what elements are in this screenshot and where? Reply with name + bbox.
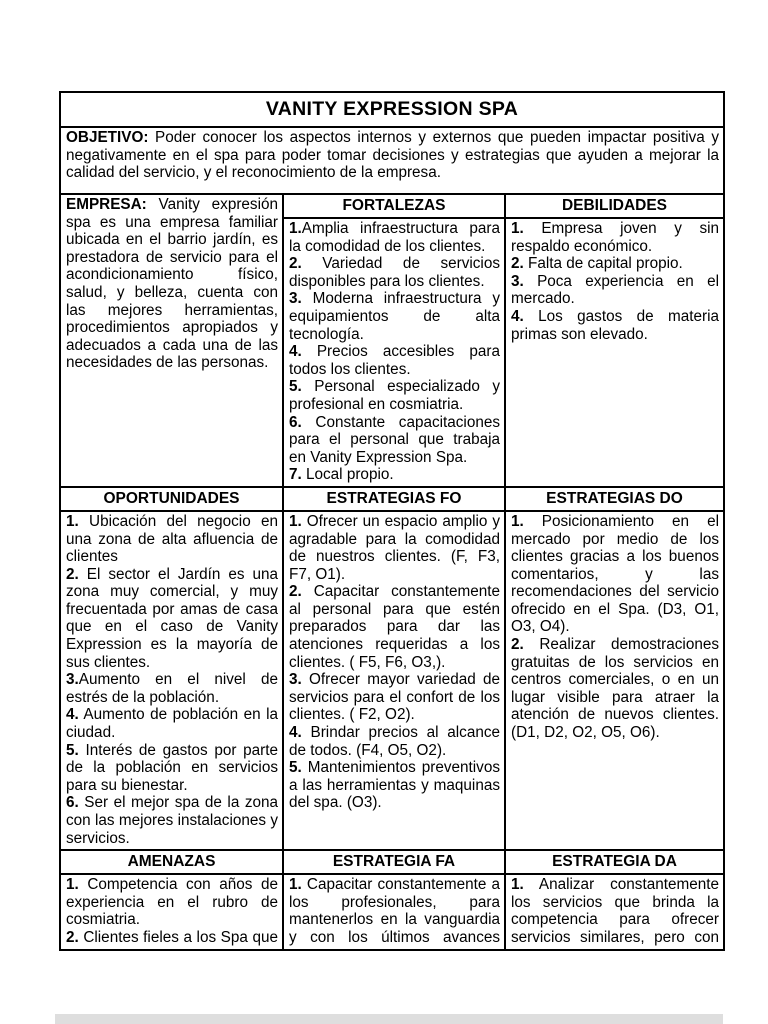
numbered-item: 1. Analizar constantemente los servicios que brinda la competencia para ofrecer servicios similares, pero con bbox=[511, 876, 719, 946]
fortalezas-cell bbox=[283, 218, 505, 487]
numbered-item: 3. Moderna infraestructura y equipamientos de alta tecnología. bbox=[289, 290, 500, 343]
header-estrategias-do: ESTRATEGIAS DO bbox=[505, 487, 724, 511]
empresa-paragraph bbox=[66, 196, 278, 372]
estrategias-fo-cell bbox=[283, 511, 505, 850]
estrategia-fa-cell bbox=[283, 874, 505, 949]
numbered-item: 4. Precios accesibles para todos los clientes. bbox=[289, 343, 500, 378]
estrategia-da-cell bbox=[505, 874, 724, 949]
empresa-label: EMPRESA: bbox=[66, 196, 147, 213]
numbered-item: 4. Brindar precios al alcance de todos. (F4, O5, O2). bbox=[289, 724, 500, 759]
numbered-item: 1. Capacitar constantemente a los profesionales, para mantenerlos en la vanguardia y con los últimos avances bbox=[289, 876, 500, 946]
numbered-item: 2. Variedad de servicios disponibles para los clientes. bbox=[289, 255, 500, 290]
header-estrategia-da: ESTRATEGIA DA bbox=[505, 850, 724, 874]
numbered-item: 1.Amplia infraestructura para la comodidad de los clientes. bbox=[289, 220, 500, 255]
numbered-item: 3. Ofrecer mayor variedad de servicios para el confort de los clientes. ( F2, O2). bbox=[289, 671, 500, 724]
numbered-item: 5. Mantenimientos preventivos a las herramientas y maquinas del spa. (O3). bbox=[289, 759, 500, 812]
numbered-item: 3. Poca experiencia en el mercado. bbox=[511, 272, 719, 308]
debilidades-cell bbox=[505, 218, 724, 487]
estrategias-do-cell bbox=[505, 511, 724, 850]
header-estrategia-fa: ESTRATEGIA FA bbox=[283, 850, 505, 874]
header-amenazas: AMENAZAS bbox=[60, 850, 283, 874]
numbered-item: 5. Personal especializado y profesional en cosmiatria. bbox=[289, 378, 500, 413]
header-oportunidades: OPORTUNIDADES bbox=[60, 487, 283, 511]
numbered-item: 2. Clientes fieles a los Spa que bbox=[66, 928, 278, 946]
empresa-text: Vanity expresión spa es una empresa familiar ubicada en el barrio jardín, es prestadora de servicio para el acondicionamiento físico, salud, y belleza, cuenta con las mejores herramientas, procedimientos apropiados y adecuados a cada una de las necesidades de las personas. bbox=[66, 196, 278, 372]
numbered-item: 2. Falta de capital propio. bbox=[511, 255, 683, 273]
objective-text: Poder conocer los aspectos internos y externos que pueden impactar positiva y negativamente en el spa para poder tomar decisiones y estrategias que ayuden a mejorar la calidad del servicio, y el reconocimiento de la empresa. bbox=[66, 129, 720, 182]
numbered-item: 6. Constante capacitaciones para el personal que trabaja en Vanity Expression Spa. bbox=[289, 413, 500, 466]
numbered-item: 2. Realizar demostraciones gratuitas de los servicios en centros comerciales, o en un lugar visible para atraer la atención de nuevos clientes. (D1, D2, O2, O5, O6). bbox=[511, 636, 719, 742]
numbered-item: 1. Ofrecer un espacio amplio y agradable para la comodidad de nuestros clientes. (F, F3, F7, O1). bbox=[289, 512, 500, 583]
numbered-item: 4. Los gastos de materia primas son elevado. bbox=[511, 307, 719, 343]
objective-cell bbox=[60, 127, 724, 194]
empresa-cell bbox=[60, 194, 283, 487]
swot-table bbox=[59, 91, 725, 951]
page-break-bar bbox=[55, 1014, 723, 1024]
numbered-item: 7. Local propio. bbox=[289, 466, 394, 484]
numbered-item: 1. Competencia con años de experiencia en el rubro de cosmiatria. bbox=[66, 876, 278, 929]
objective-label: OBJETIVO: bbox=[66, 129, 149, 146]
oportunidades-cell bbox=[60, 511, 283, 850]
numbered-item: 1. Posicionamiento en el mercado por medio de los clientes gracias a los buenos comentarios, y las recomendaciones del servicio ofrecido en el Spa. (D3, O1, O3, O4). bbox=[511, 512, 719, 636]
numbered-item: 1. Empresa joven y sin respaldo económico. bbox=[511, 220, 719, 255]
numbered-item: 4. Aumento de población en la ciudad. bbox=[66, 706, 278, 742]
numbered-item: 1. Ubicación del negocio en una zona de alta afluencia de clientes bbox=[66, 512, 278, 566]
header-fortalezas: FORTALEZAS bbox=[283, 194, 505, 218]
amenazas-cell bbox=[60, 874, 283, 949]
document-title: VANITY EXPRESSION SPA bbox=[60, 92, 724, 127]
numbered-item: 2. El sector el Jardín es una zona muy comercial, y muy frecuentada por amas de casa que en el caso de Vanity Expression es la mayoría de sus clientes. bbox=[66, 565, 278, 671]
numbered-item: 3.Aumento en el nivel de estrés de la población. bbox=[66, 671, 278, 706]
header-debilidades: DEBILIDADES bbox=[505, 194, 724, 218]
numbered-item: 6. Ser el mejor spa de la zona con las mejores instalaciones y servicios. bbox=[66, 794, 278, 847]
header-estrategias-fo: ESTRATEGIAS FO bbox=[283, 487, 505, 511]
numbered-item: 5. Interés de gastos por parte de la población en servicios para su bienestar. bbox=[66, 741, 278, 794]
numbered-item: 2. Capacitar constantemente al personal para que estén preparados para dar las atenciones requeridas a los clientes. ( F5, F6, O3,). bbox=[289, 583, 500, 671]
